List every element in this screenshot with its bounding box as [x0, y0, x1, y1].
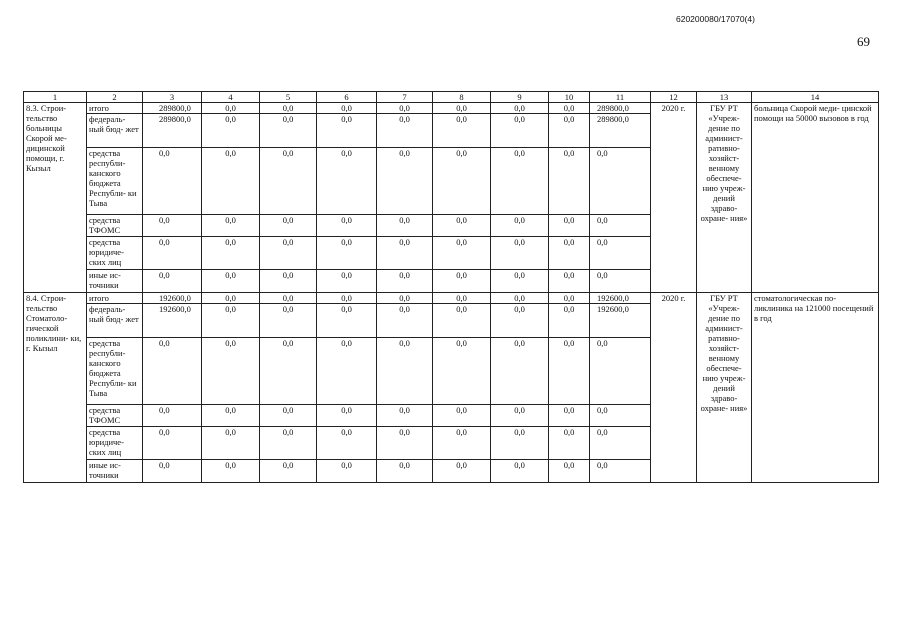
column-number: 9 [491, 92, 549, 103]
amount-cell: 0,0 [317, 304, 377, 338]
year-cell: 2020 г. [651, 103, 697, 293]
amount-cell: 0,0 [433, 405, 491, 427]
column-number: 5 [260, 92, 317, 103]
amount-cell: 0,0 [260, 293, 317, 304]
amount-cell: 0,0 [260, 338, 317, 405]
amount-cell: 0,0 [260, 103, 317, 114]
amount-cell: 0,0 [433, 460, 491, 483]
amount-cell: 0,0 [549, 427, 590, 460]
amount-cell: 0,0 [317, 270, 377, 293]
funding-source-cell: средства республи- канского бюджета Республи- ки Тыва [87, 338, 143, 405]
amount-cell: 0,0 [377, 338, 433, 405]
amount-cell: 0,0 [491, 114, 549, 148]
amount-cell: 0,0 [317, 215, 377, 237]
column-number: 14 [752, 92, 879, 103]
funding-source-cell: средства республи- канского бюджета Республи- ки Тыва [87, 148, 143, 215]
amount-cell: 0,0 [549, 304, 590, 338]
amount-cell: 0,0 [260, 270, 317, 293]
column-number: 1 [24, 92, 87, 103]
amount-cell: 0,0 [377, 103, 433, 114]
amount-cell: 0,0 [433, 103, 491, 114]
amount-cell: 0,0 [590, 427, 651, 460]
column-number: 12 [651, 92, 697, 103]
column-number: 7 [377, 92, 433, 103]
funding-source-cell: средства юридиче- ских лиц [87, 237, 143, 270]
amount-cell: 0,0 [317, 237, 377, 270]
amount-cell: 0,0 [260, 405, 317, 427]
amount-cell: 0,0 [202, 148, 260, 215]
column-number: 10 [549, 92, 590, 103]
amount-cell: 0,0 [317, 460, 377, 483]
amount-cell: 0,0 [377, 237, 433, 270]
amount-cell: 0,0 [433, 148, 491, 215]
amount-cell: 0,0 [549, 148, 590, 215]
executor-cell: ГБУ РТ «Учреж- дение по админист- ративно- хозяйст- венному обеспече- нию учреж- дений здраво- охране- ния» [697, 293, 752, 483]
result-cell: больница Скорой меди- цинской помощи на 50000 вызовов в год [752, 103, 879, 293]
amount-cell: 0,0 [377, 293, 433, 304]
funding-source-cell: средства ТФОМС [87, 215, 143, 237]
amount-cell: 0,0 [433, 293, 491, 304]
amount-cell: 0,0 [549, 460, 590, 483]
amount-cell: 0,0 [590, 338, 651, 405]
amount-cell: 192600,0 [590, 293, 651, 304]
amount-cell: 0,0 [590, 148, 651, 215]
table-body [24, 103, 879, 483]
amount-cell: 0,0 [491, 148, 549, 215]
funding-source-cell: средства ТФОМС [87, 405, 143, 427]
funding-source-cell: средства юридиче- ских лиц [87, 427, 143, 460]
amount-cell: 0,0 [549, 215, 590, 237]
amount-cell: 192600,0 [590, 304, 651, 338]
amount-cell: 0,0 [549, 103, 590, 114]
funding-source-cell: итого [87, 293, 143, 304]
amount-cell: 0,0 [260, 460, 317, 483]
executor-cell: ГБУ РТ «Учреж- дение по админист- ративно- хозяйст- венному обеспече- нию учреж- дений здраво- охране- ния» [697, 103, 752, 293]
year-cell: 2020 г. [651, 293, 697, 483]
amount-cell: 0,0 [433, 237, 491, 270]
amount-cell: 289800,0 [143, 103, 202, 114]
amount-cell: 0,0 [549, 114, 590, 148]
table-row [24, 293, 879, 304]
amount-cell: 0,0 [491, 103, 549, 114]
amount-cell: 0,0 [377, 427, 433, 460]
amount-cell: 192600,0 [143, 304, 202, 338]
amount-cell: 0,0 [549, 405, 590, 427]
amount-cell: 0,0 [491, 270, 549, 293]
amount-cell: 0,0 [317, 114, 377, 148]
amount-cell: 0,0 [491, 460, 549, 483]
amount-cell: 0,0 [202, 114, 260, 148]
amount-cell: 0,0 [549, 270, 590, 293]
amount-cell: 0,0 [143, 338, 202, 405]
amount-cell: 0,0 [317, 405, 377, 427]
column-number: 13 [697, 92, 752, 103]
amount-cell: 0,0 [491, 304, 549, 338]
amount-cell: 0,0 [590, 270, 651, 293]
amount-cell: 0,0 [433, 338, 491, 405]
amount-cell: 0,0 [202, 215, 260, 237]
column-number: 3 [143, 92, 202, 103]
amount-cell: 0,0 [491, 338, 549, 405]
amount-cell: 0,0 [143, 148, 202, 215]
amount-cell: 0,0 [433, 427, 491, 460]
document-code: 620200080/17070(4) [676, 14, 755, 24]
page-number: 69 [857, 34, 870, 49]
amount-cell: 0,0 [202, 270, 260, 293]
amount-cell: 0,0 [317, 338, 377, 405]
project-name-cell: 8.3. Строи- тельство больницы Скорой ме- дицинской помощи, г. Кызыл [24, 103, 87, 293]
result-cell: стоматологическая по- ликлиника на 121000 посещений в год [752, 293, 879, 483]
header-row [24, 92, 879, 103]
amount-cell: 0,0 [549, 338, 590, 405]
amount-cell: 0,0 [377, 304, 433, 338]
amount-cell: 0,0 [143, 237, 202, 270]
amount-cell: 0,0 [433, 215, 491, 237]
funding-source-cell: иные ис- точники [87, 270, 143, 293]
amount-cell: 0,0 [143, 215, 202, 237]
amount-cell: 289800,0 [590, 114, 651, 148]
amount-cell: 0,0 [433, 114, 491, 148]
funding-source-cell: федераль- ный бюд- жет [87, 304, 143, 338]
amount-cell: 0,0 [491, 427, 549, 460]
column-number: 6 [317, 92, 377, 103]
amount-cell: 0,0 [549, 293, 590, 304]
amount-cell: 0,0 [377, 405, 433, 427]
amount-cell: 0,0 [491, 293, 549, 304]
amount-cell: 0,0 [202, 304, 260, 338]
funding-source-cell: федераль- ный бюд- жет [87, 114, 143, 148]
amount-cell: 0,0 [590, 460, 651, 483]
column-number: 11 [590, 92, 651, 103]
column-number: 4 [202, 92, 260, 103]
amount-cell: 0,0 [549, 237, 590, 270]
amount-cell: 0,0 [590, 215, 651, 237]
amount-cell: 0,0 [377, 460, 433, 483]
amount-cell: 0,0 [491, 215, 549, 237]
amount-cell: 0,0 [202, 338, 260, 405]
amount-cell: 0,0 [202, 293, 260, 304]
amount-cell: 0,0 [143, 270, 202, 293]
amount-cell: 192600,0 [143, 293, 202, 304]
amount-cell: 289800,0 [590, 103, 651, 114]
amount-cell: 0,0 [377, 148, 433, 215]
amount-cell: 0,0 [491, 405, 549, 427]
amount-cell: 0,0 [317, 427, 377, 460]
amount-cell: 0,0 [202, 427, 260, 460]
amount-cell: 0,0 [590, 405, 651, 427]
amount-cell: 0,0 [260, 427, 317, 460]
amount-cell: 0,0 [433, 304, 491, 338]
column-number: 8 [433, 92, 491, 103]
amount-cell: 0,0 [260, 114, 317, 148]
amount-cell: 0,0 [202, 237, 260, 270]
amount-cell: 0,0 [260, 148, 317, 215]
amount-cell: 0,0 [202, 405, 260, 427]
table-row [24, 103, 879, 114]
funding-table [23, 91, 879, 483]
amount-cell: 0,0 [202, 460, 260, 483]
amount-cell: 0,0 [143, 405, 202, 427]
amount-cell: 0,0 [590, 237, 651, 270]
amount-cell: 0,0 [143, 427, 202, 460]
amount-cell: 0,0 [202, 103, 260, 114]
amount-cell: 0,0 [377, 215, 433, 237]
funding-source-cell: иные ис- точники [87, 460, 143, 483]
funding-source-cell: итого [87, 103, 143, 114]
amount-cell: 0,0 [260, 304, 317, 338]
amount-cell: 0,0 [377, 114, 433, 148]
amount-cell: 0,0 [433, 270, 491, 293]
amount-cell: 0,0 [317, 103, 377, 114]
project-name-cell: 8.4. Строи- тельство Стоматоло- гической поликлини- ки, г. Кызыл [24, 293, 87, 483]
amount-cell: 0,0 [377, 270, 433, 293]
amount-cell: 289800,0 [143, 114, 202, 148]
amount-cell: 0,0 [260, 237, 317, 270]
amount-cell: 0,0 [143, 460, 202, 483]
amount-cell: 0,0 [317, 293, 377, 304]
amount-cell: 0,0 [491, 237, 549, 270]
amount-cell: 0,0 [260, 215, 317, 237]
column-number: 2 [87, 92, 143, 103]
amount-cell: 0,0 [317, 148, 377, 215]
